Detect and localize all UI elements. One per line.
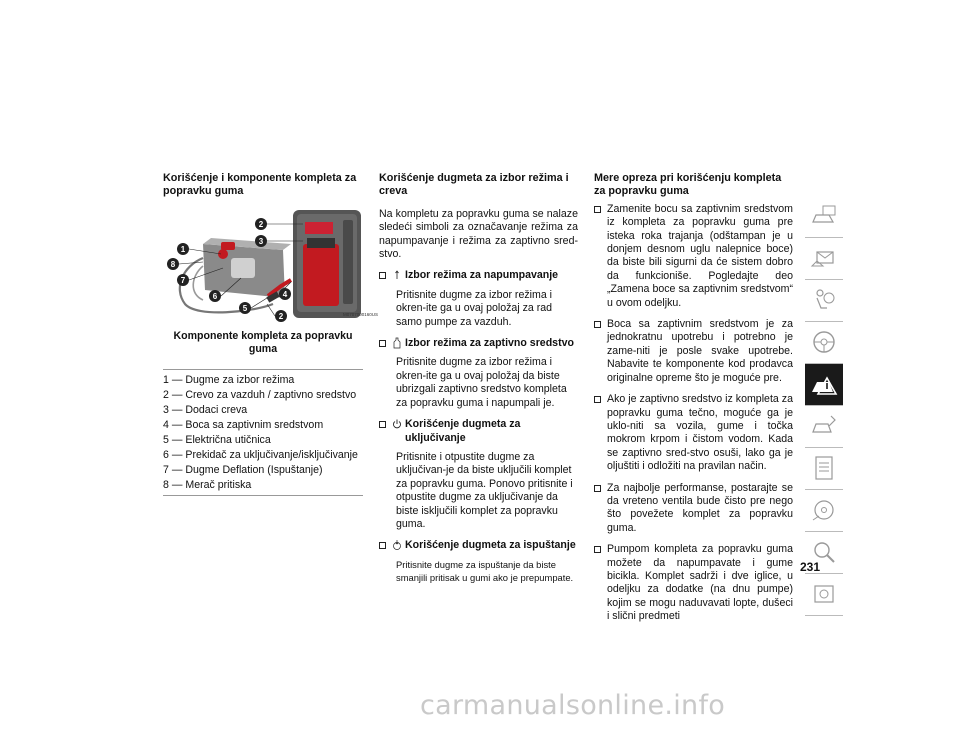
mode-title: Korišćenje dugmeta za uključivanje: [405, 418, 521, 444]
figure-code: M0707000160US: [343, 311, 379, 317]
message-envelope-icon: [809, 244, 839, 274]
callout-5: 5: [242, 303, 248, 313]
mode-inflate: [379, 269, 578, 329]
legend-item: 2 — Crevo za vazduh / zaptivno sredstvo: [163, 388, 357, 401]
bullet-box-icon: [594, 321, 601, 328]
intro-paragraph: Na kompletu za popravku guma se nalaze sledeći simboli za označavanje režima za napumpavanje i režima za zaptivno sred-stvo.: [379, 207, 578, 261]
bullet-box-icon: [379, 340, 386, 347]
tab-service[interactable]: [805, 406, 843, 448]
bullet-box-icon: [594, 396, 601, 403]
bullet-box-icon: [379, 542, 386, 549]
mode-sealant: [379, 337, 578, 410]
tab-messages[interactable]: [805, 238, 843, 280]
legend-item: 4 — Boca sa zaptivnim sredstvom: [163, 418, 324, 431]
figure-caption: Komponente kompleta za popravku guma: [173, 329, 353, 356]
column-mode-selector: [379, 172, 578, 592]
section-heading-mode-selector: Korišćenje dugmeta za izbor režima i creva: [379, 172, 569, 198]
mode-body: Pritisnite dugme za izbor režima i okren-ite ga u ovaj položaj da biste ubrizgali zaptivno sredstvo kompleta za popravku guma i napumpali je.: [396, 356, 567, 409]
warning-triangle-car-icon: [809, 370, 839, 400]
legend-item: 8 — Merač pritiska: [163, 478, 252, 491]
mode-deflate: [379, 539, 578, 584]
precaution-bullet: Zamenite bocu sa zaptivnim sredstvom iz kompleta za popravku guma pre isteka roka trajanja (odštampan je u donjem desnom uglu nalepnice boce) da biste bili sigurni da će sistem dobro da funkcioniše. Pogledajte deo „Zamena boce sa zaptivnim sredstvom“ u ovom odeljku.: [594, 203, 793, 310]
callout-2-top: 2: [258, 219, 264, 229]
tab-specifications[interactable]: [805, 448, 843, 490]
bullet-box-icon: [594, 546, 601, 553]
section-heading-precautions: Mere opreza pri korišćenju kompleta za popravku guma: [594, 172, 782, 198]
legend-item: 7 — Dugme Deflation (Ispuštanje): [163, 463, 323, 476]
chapter-tab-sidebar: [805, 196, 843, 616]
mode-body: Pritisnite dugme za ispuštanje da biste smanjili pritisak u gumi ako je prepumpate.: [396, 558, 574, 583]
column-precautions: [594, 172, 793, 632]
callout-3: 3: [258, 236, 264, 246]
tab-safety[interactable]: [805, 280, 843, 322]
spec-list-icon: [809, 454, 839, 484]
mode-title: Izbor režima za zaptivno sredstvo: [405, 337, 574, 350]
tab-driving[interactable]: [805, 322, 843, 364]
sealant-bottle-icon: [392, 337, 402, 349]
tab-multimedia[interactable]: [805, 490, 843, 532]
language-settings-icon: [809, 580, 839, 610]
bullet-box-icon: [379, 421, 386, 428]
car-info-icon: [809, 202, 839, 232]
mode-power: [379, 418, 578, 531]
column-components: [163, 172, 379, 496]
legend-item: 6 — Prekidač za uključivanje/isključivanje: [163, 448, 358, 461]
precaution-bullet: Ako je zaptivno sredstvo iz kompleta za popravku guma tečno, moguće ga je uklo-niti sa vozila, gume i točka mokrom krpom i čistom vodom. Kada se zaptivno sred-stvo osuši, lako ga je oljuštiti i odložiti na pravilan način.: [594, 393, 793, 473]
multimedia-disc-icon: [809, 496, 839, 526]
callout-7: 7: [180, 275, 186, 285]
airbag-person-icon: [809, 286, 839, 316]
mode-title: Korišćenje dugmeta za ispuštanje: [405, 539, 576, 552]
callout-2-bottom: 2: [278, 311, 284, 321]
mode-body: Pritisnite dugme za izbor režima i okren-ite ga u ovaj položaj za rad samo pumpe za vazduh.: [396, 288, 553, 328]
watermark-text: carmanualsonline.info: [420, 690, 726, 721]
tire-kit-figure: [163, 208, 379, 322]
tab-emergency[interactable]: [805, 364, 843, 406]
power-icon: [392, 418, 402, 430]
precaution-bullet: Za najbolje performanse, postarajte se da vreteno ventila bude čisto pre nego što povežete komplet za popravku guma.: [594, 482, 793, 536]
deflate-icon: [392, 539, 402, 551]
legend-item: 5 — Električna utičnica: [163, 433, 271, 446]
section-heading-components: Korišćenje i komponente kompleta za popravku guma: [163, 172, 357, 198]
callout-4: 4: [282, 289, 288, 299]
callout-6: 6: [212, 291, 218, 301]
legend-item: 3 — Dodaci creva: [163, 403, 248, 416]
tab-language[interactable]: [805, 574, 843, 616]
mode-title: Izbor režima za napumpavanje: [405, 269, 559, 282]
precaution-bullet: Pumpom kompleta za popravku guma možete da napumpavate i gume bicikla. Komplet sadrži i dve iglice, u odeljku za dodatke (na dnu pumpe) kojim se mogu naduvavati lopte, dušeci i slični predmeti: [594, 543, 793, 623]
bullet-box-icon: [594, 485, 601, 492]
callout-1: 1: [180, 244, 186, 254]
callout-8: 8: [170, 259, 176, 269]
tab-car-info[interactable]: [805, 196, 843, 238]
precaution-bullet: Boca sa zaptivnim sredstvom je za jednokratnu upotrebu i potrebno je zame-niti je posle svake upotrebe. Nabavite te komponente kod prodavca originalne opreme što je moguće pre.: [594, 318, 793, 385]
bullet-box-icon: [379, 272, 386, 279]
component-legend: [163, 369, 363, 496]
legend-item: 1 — Dugme za izbor režima: [163, 373, 295, 386]
page-number: 231: [800, 560, 821, 574]
bullet-box-icon: [594, 206, 601, 213]
steering-wheel-icon: [809, 328, 839, 358]
tire-inflate-icon: [392, 269, 402, 281]
tire-kit-illustration: [163, 208, 379, 322]
service-car-icon: [809, 412, 839, 442]
mode-body: Pritisnite i otpustite dugme za uključivan-je da biste uključili komplet za popravku guma. Ponovo pritisnite i otpustite dugme za uključivanje da biste isključili komplet za popravku guma.: [396, 450, 573, 530]
